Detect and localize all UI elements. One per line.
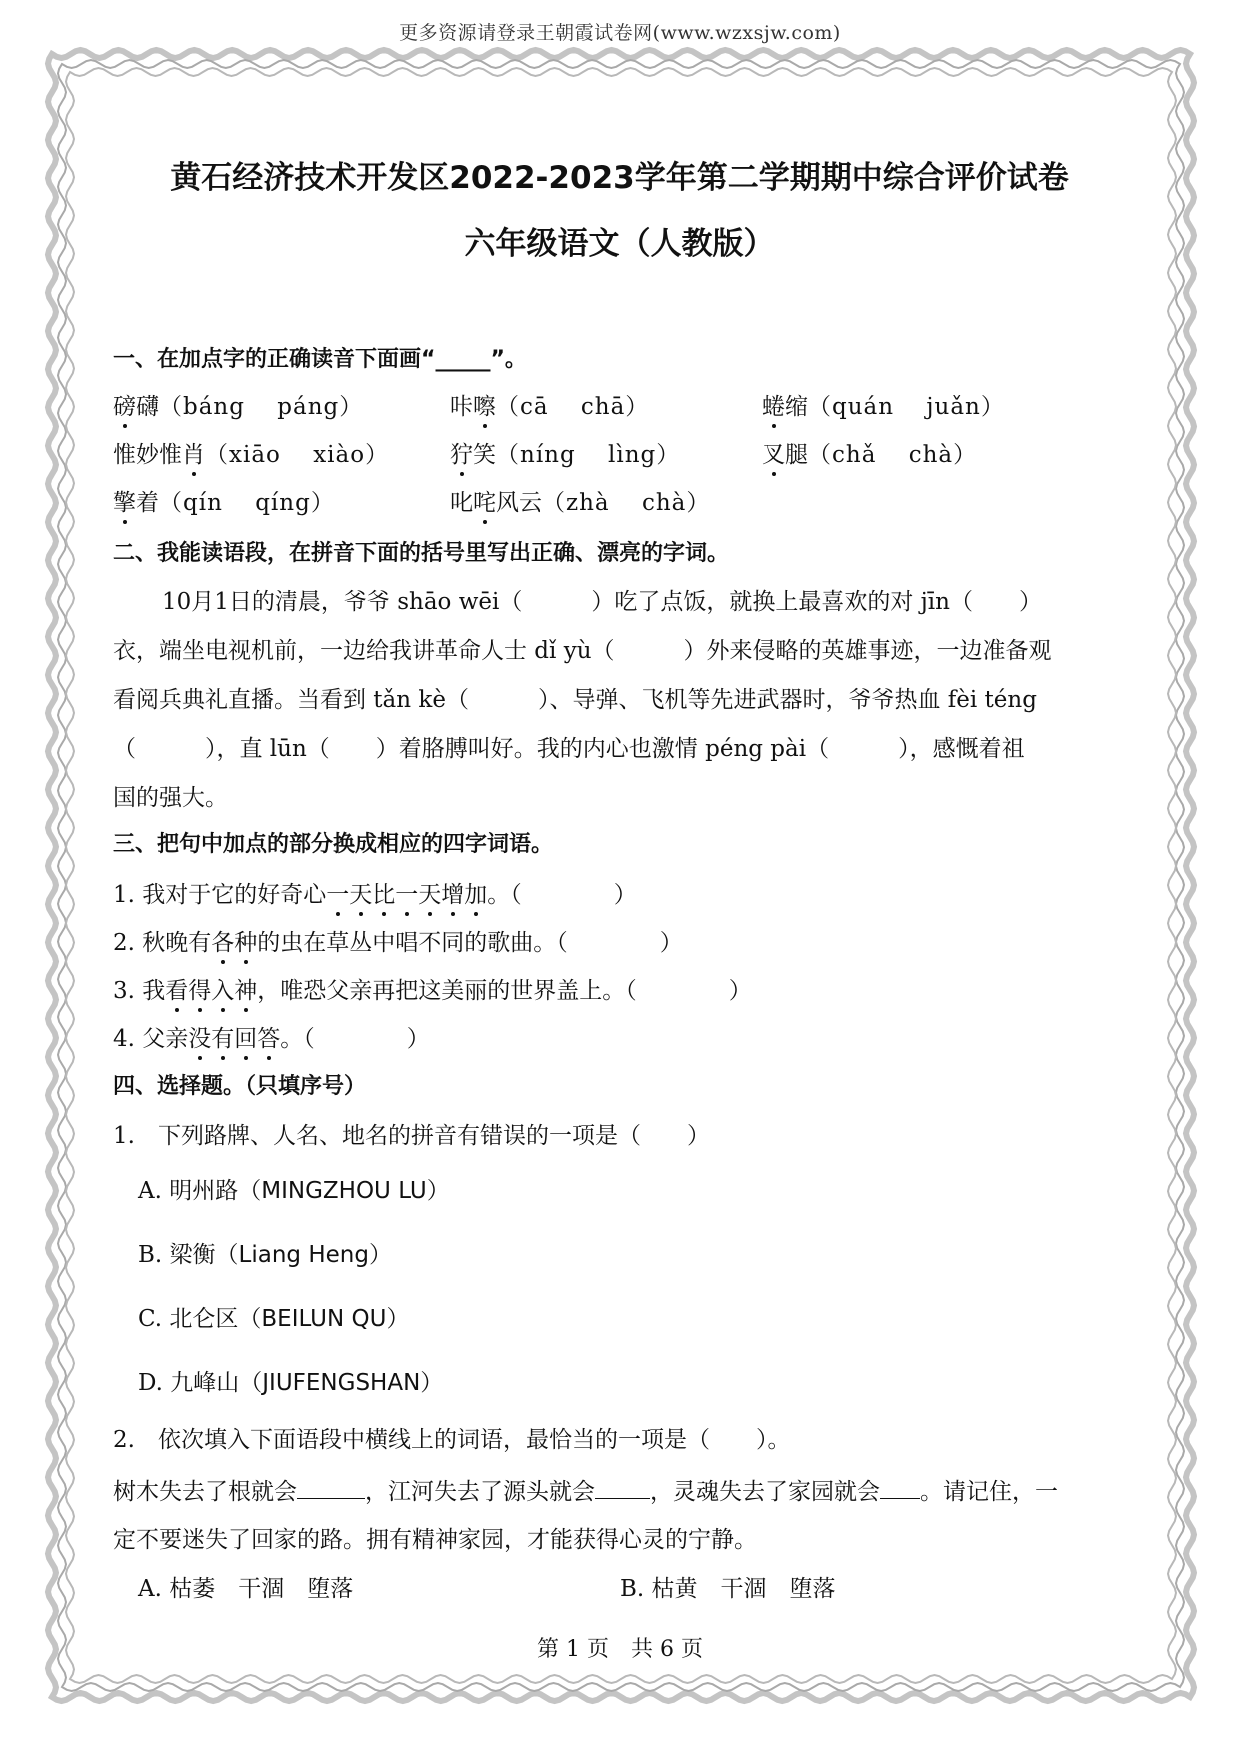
paragraph-line: 国的强大。 [113,785,228,811]
question-item: 2. 秋晚有各种的虫在草丛中唱不同的歌曲。（ ） [113,924,683,957]
section4-heading: 四、选择题。（只填序号） [113,1074,367,1099]
pinyin-item: 叱咤风云（zhà chà） [450,484,710,517]
dotted-phrase: 没有回答 [188,1026,280,1052]
choice-option: B. 梁衡（Liang Heng） [138,1242,392,1268]
passage-line: 树木失去了根就会 ，江河失去了源头就会 ，灵魂失去了家园就会 。请记住，一 [113,1479,1058,1505]
fill-blank [880,1497,920,1499]
choice-option: A. 明州路（MINGZHOU LU） [138,1178,450,1204]
watermark: 更多资源请登录王朝霞试卷网(www.wzxsjw.com) [399,22,841,44]
pinyin-item: 咔嚓（cā chā） [450,388,649,421]
pinyin-item: 狞笑（níng lìng） [450,436,680,469]
paragraph-line: 10月1日的清晨，爷爷 shāo wēi（ ）吃了点饭，就换上最喜欢的对 jīn（ ） [162,589,1042,615]
choice-option: C. 北仑区（BEILUN QU） [138,1306,410,1332]
choice-option: B. 枯黄 干涸 堕落 [620,1576,836,1602]
paragraph-line: 看阅兵典礼直播。当看到 tǎn kè（ ）、导弹、飞机等先进武器时，爷爷热血 fèi téng [113,687,1037,713]
question-item: 4. 父亲没有回答。（ ） [113,1020,430,1053]
exam-title: 黄石经济技术开发区2022-2023学年第二学期期中综合评价试卷 [170,160,1069,196]
question-item: 1. 我对于它的好奇心一天比一天增加。（ ） [113,876,637,909]
dotted-phrase: 看得入神 [165,978,257,1004]
fill-blank [297,1497,365,1499]
question-stem: 1. 下列路牌、人名、地名的拼音有错误的一项是（ ） [113,1123,710,1149]
question-item: 3. 我看得入神，唯恐父亲再把这美丽的世界盖上。（ ） [113,972,752,1005]
dotted-phrase: 各种 [211,930,257,956]
page-footer: 第 1 页 共 6 页 [537,1637,703,1662]
choice-option: D. 九峰山（JIUFENGSHAN） [138,1370,444,1396]
pinyin-item: 磅礴（báng páng） [113,388,363,421]
paragraph-line: （ ），直 lūn（ ）着胳膊叫好。我的内心也激情 péng pài（ ），感慨着祖 [113,736,1025,762]
section2-heading: 二、我能读语段，在拼音下面的括号里写出正确、漂亮的字词。 [113,541,730,566]
pinyin-item: 叉腿（chǎ chà） [762,436,977,469]
paragraph-line: 衣，端坐电视机前，一边给我讲革命人士 dǐ yù（ ）外来侵略的英雄事迹，一边准备观 [113,638,1052,664]
pinyin-item: 蜷缩（quán juǎn） [762,388,1005,421]
dotted-phrase: 一天比一天增加 [326,882,487,908]
question-stem: 2. 依次填入下面语段中横线上的词语，最恰当的一项是（ ）。 [113,1427,791,1453]
pinyin-item: 擎着（qín qíng） [113,484,335,517]
exam-subtitle: 六年级语文（人教版） [464,226,775,262]
fill-blank [595,1497,650,1499]
pinyin-item: 惟妙惟肖（xiāo xiào） [113,436,389,469]
section3-heading: 三、把句中加点的部分换成相应的四字词语。 [113,832,554,857]
section1-heading: 一、在加点字的正确读音下面画“_____”。 [113,347,527,372]
choice-option: A. 枯萎 干涸 堕落 [138,1576,354,1602]
passage-line: 定不要迷失了回家的路。拥有精神家园，才能获得心灵的宁静。 [113,1527,757,1553]
